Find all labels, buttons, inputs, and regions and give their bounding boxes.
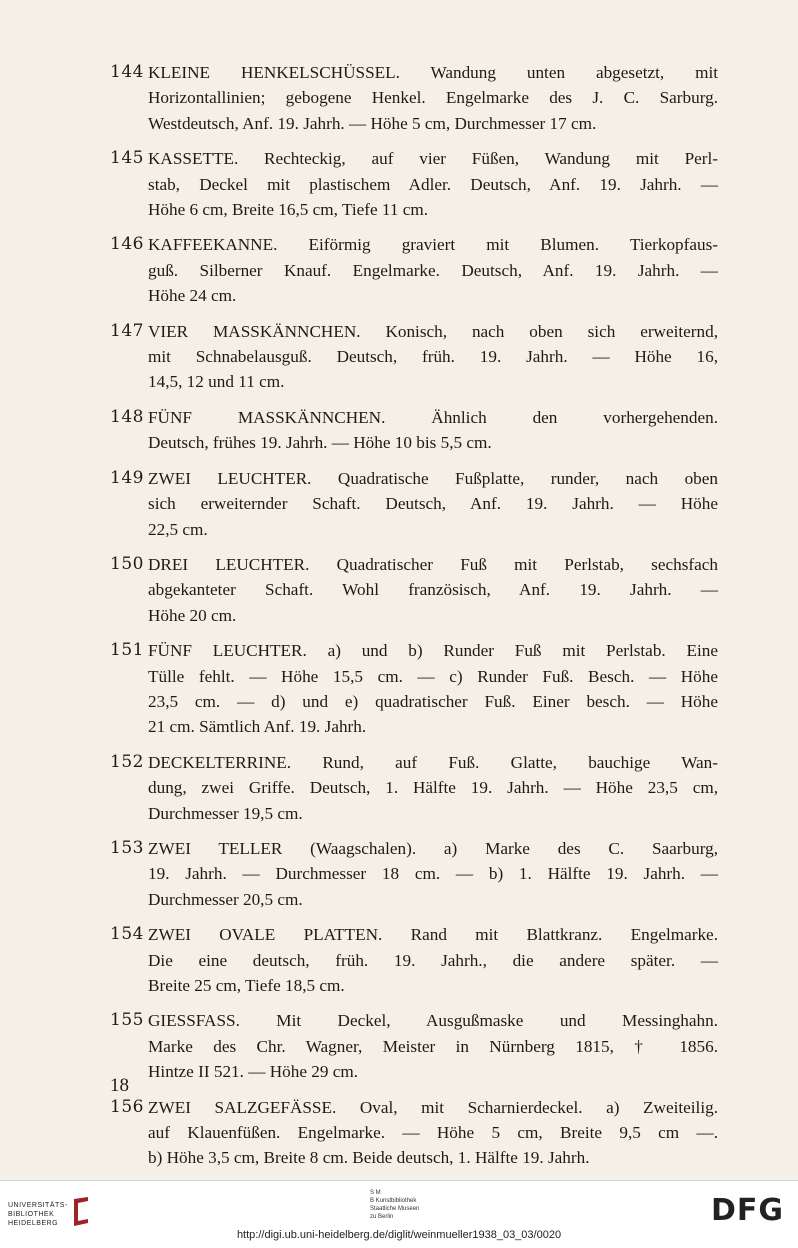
university-line: HEIDELBERG	[8, 1220, 59, 1227]
entry-line: Breite 25 cm, Tiefe 18,5 cm.	[148, 976, 345, 995]
entry-text	[148, 405, 718, 456]
catalog-entry	[110, 232, 718, 308]
entry-number: 150	[110, 553, 144, 574]
entry-text	[148, 836, 718, 912]
catalog-entries	[110, 60, 718, 1181]
entry-line: Tülle fehlt. — Höhe 15,5 cm. — c) Runder Fuß. Besch. — Höhe	[148, 666, 718, 686]
entry-number: 147	[110, 320, 144, 341]
entry-number: 145	[110, 148, 144, 169]
library-credit-line: zu Berlin	[370, 1214, 394, 1220]
entry-line: Deutsch, frühes 19. Jahrh. — Höhe 10 bis 5,5 cm.	[148, 433, 492, 453]
entry-line: Höhe 24 cm.	[148, 286, 237, 306]
entry-line: sich erweiternder Schaft. Deutsch, Anf. 19. Jahrh. — Höhe	[148, 494, 718, 514]
entry-line: DREI LEUCHTER. Quadratischer Fuß mit Perlstab, sechsfach	[148, 554, 718, 574]
page-number: 18	[110, 1075, 129, 1096]
dfg-logo: DFG	[710, 1193, 784, 1228]
entry-line: VIER MASSKÄNNCHEN. Konisch, nach oben sich erweiternd,	[148, 321, 718, 341]
entry-text	[148, 750, 718, 826]
entry-text	[148, 146, 718, 222]
catalog-entry	[110, 922, 718, 998]
entry-text	[148, 319, 718, 395]
library-credit	[370, 1189, 419, 1221]
entry-text	[148, 638, 718, 740]
entry-line: Marke des Chr. Wagner, Meister in Nürnberg 1815, † 1856.	[148, 1036, 718, 1056]
university-line: BIBLIOTHEK	[8, 1211, 55, 1218]
entry-line: Westdeutsch, Anf. 19. Jahrh. — Höhe 5 cm, Durchmesser 17 cm.	[148, 113, 597, 133]
university-logo-icon	[70, 1195, 94, 1229]
entry-line: 21 cm. Sämtlich Anf. 19. Jahrh.	[148, 717, 367, 737]
entry-number: 149	[110, 467, 144, 488]
entry-number: 156	[110, 1096, 144, 1117]
entry-line: Hintze II 521. — Höhe 29 cm.	[148, 1062, 359, 1082]
entry-line: 22,5 cm.	[148, 519, 208, 539]
entry-text	[148, 1008, 718, 1084]
entry-line: ZWEI OVALE PLATTEN. Rand mit Blattkranz. Engelmarke.	[148, 925, 718, 945]
source-url[interactable]: http://digi.ub.uni-heidelberg.de/diglit/weinmueller1938_03_03/0020	[236, 1229, 562, 1241]
entry-text	[148, 1095, 718, 1171]
entry-line: KLEINE HENKELSCHÜSSEL. Wandung unten abgesetzt, mit	[148, 63, 718, 82]
library-credit-line: Staatliche Museen	[370, 1206, 420, 1212]
entry-text	[148, 60, 718, 136]
catalog-entry	[110, 405, 718, 456]
entry-number: 148	[110, 406, 144, 427]
entry-line: dung, zwei Griffe. Deutsch, 1. Hälfte 19. Jahrh. — Höhe 23,5 cm,	[148, 778, 718, 798]
viewer-footer	[0, 1180, 798, 1248]
catalog-entry	[110, 146, 718, 222]
catalog-entry	[110, 836, 718, 912]
catalog-entry	[110, 319, 718, 395]
catalog-entry	[110, 466, 718, 542]
entry-line: guß. Silberner Knauf. Engelmarke. Deutsch, Anf. 19. Jahrh. —	[148, 260, 718, 280]
entry-line: ZWEI TELLER (Waagschalen). a) Marke des C. Saarburg,	[148, 838, 718, 858]
entry-line: Die eine deutsch, früh. 19. Jahrh., die andere später. —	[148, 950, 718, 970]
entry-line: b) Höhe 3,5 cm, Breite 8 cm. Beide deutsch, 1. Hälfte 19. Jahrh.	[148, 1148, 590, 1168]
catalog-entry	[110, 1008, 718, 1084]
catalog-entry	[110, 750, 718, 826]
entry-text	[148, 922, 718, 998]
catalog-entry	[110, 638, 718, 740]
entry-line: ZWEI SALZGEFÄSSE. Oval, mit Scharnierdeckel. a) Zweiteilig.	[148, 1097, 718, 1117]
entry-line: ZWEI LEUCHTER. Quadratische Fußplatte, runder, nach oben	[148, 468, 718, 488]
entry-text	[148, 466, 718, 542]
entry-line: GIESSFASS. Mit Deckel, Ausgußmaske und Messinghahn.	[148, 1011, 718, 1031]
library-credit-line: B Kunstbibliothek	[370, 1198, 417, 1204]
entry-line: FÜNF MASSKÄNNCHEN. Ähnlich den vorhergehenden.	[148, 407, 718, 427]
entry-number: 153	[110, 837, 144, 858]
entry-line: KAFFEEKANNE. Eiförmig graviert mit Blumen. Tierkopfaus-	[148, 235, 718, 255]
entry-number: 146	[110, 234, 144, 255]
entry-line: abgekanteter Schaft. Wohl französisch, Anf. 19. Jahrh. —	[148, 580, 718, 600]
entry-number: 144	[110, 62, 144, 82]
university-line: UNIVERSITÄTS-	[8, 1202, 68, 1209]
entry-text	[148, 232, 718, 308]
entry-line: Höhe 6 cm, Breite 16,5 cm, Tiefe 11 cm.	[148, 200, 429, 220]
catalog-entry	[110, 1095, 718, 1171]
entry-number: 155	[110, 1010, 144, 1031]
entry-line: 23,5 cm. — d) und e) quadratischer Fuß. Einer besch. — Höhe	[148, 691, 718, 711]
entry-line: Horizontallinien; gebogene Henkel. Engelmarke des J. C. Sarburg.	[148, 88, 718, 108]
entry-number: 154	[110, 924, 144, 945]
entry-line: Durchmesser 19,5 cm.	[148, 803, 303, 823]
library-credit-line: S M	[370, 1190, 381, 1196]
catalog-entry	[110, 60, 718, 136]
entry-number: 152	[110, 751, 144, 772]
entry-line: DECKELTERRINE. Rund, auf Fuß. Glatte, bauchige Wan-	[148, 752, 718, 772]
entry-line: stab, Deckel mit plastischem Adler. Deutsch, Anf. 19. Jahrh. —	[148, 174, 718, 194]
entry-line: KASSETTE. Rechteckig, auf vier Füßen, Wandung mit Perl-	[148, 149, 718, 169]
entry-line: FÜNF LEUCHTER. a) und b) Runder Fuß mit Perlstab. Eine	[148, 641, 718, 661]
entry-line: auf Klauenfüßen. Engelmarke. — Höhe 5 cm, Breite 9,5 cm —.	[148, 1123, 718, 1143]
entry-line: mit Schnabelausguß. Deutsch, früh. 19. Jahrh. — Höhe 16,	[148, 347, 718, 367]
entry-line: 14,5, 12 und 11 cm.	[148, 372, 285, 392]
entry-line: Höhe 20 cm.	[148, 605, 237, 625]
entry-line: Durchmesser 20,5 cm.	[148, 889, 303, 909]
catalog-entry	[110, 552, 718, 628]
entry-number: 151	[110, 640, 144, 661]
entry-text	[148, 552, 718, 628]
entry-line: 19. Jahrh. — Durchmesser 18 cm. — b) 1. Hälfte 19. Jahrh. —	[148, 864, 718, 884]
university-library-label	[8, 1201, 68, 1228]
